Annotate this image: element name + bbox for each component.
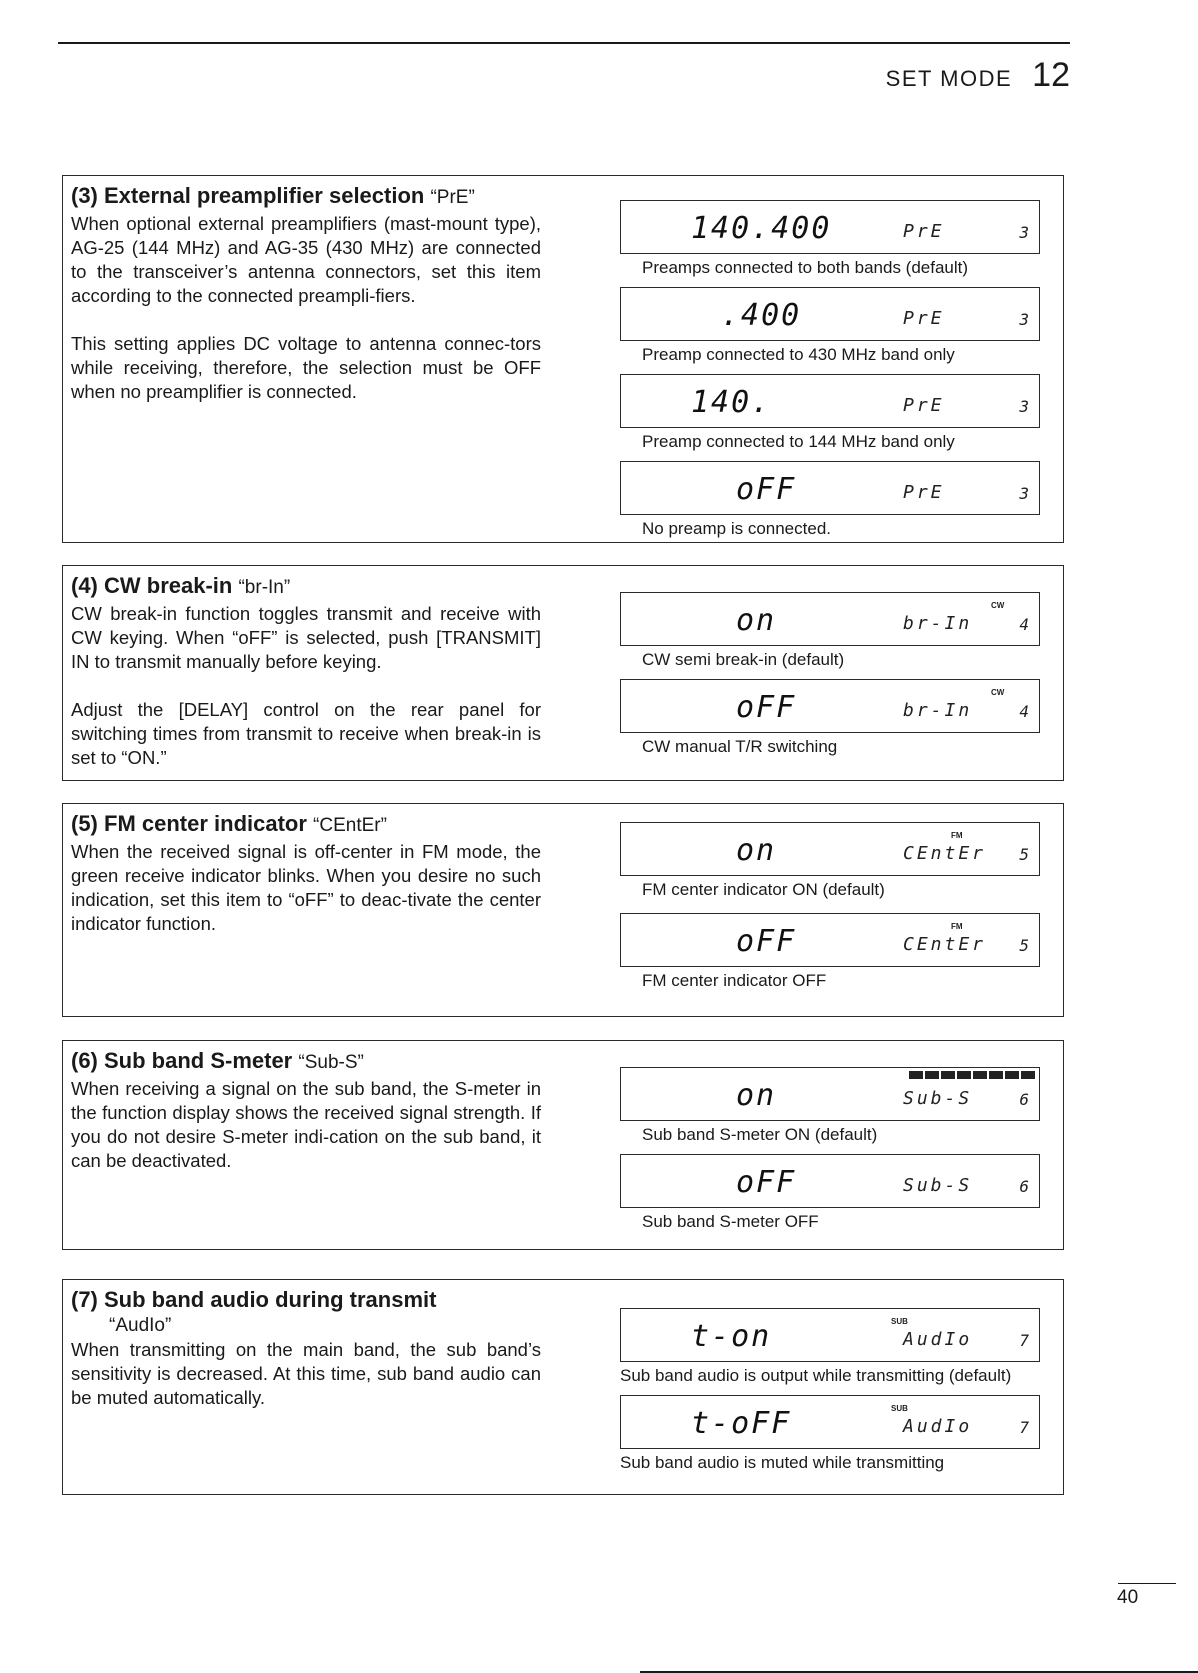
display-caption: Preamps connected to both bands (default)	[642, 258, 969, 277]
section-text	[71, 1047, 541, 1173]
display-group	[620, 1067, 1044, 1241]
section-sub-s-meter	[62, 1040, 1064, 1250]
display-caption: Sub band audio is muted while transmitting	[620, 1453, 945, 1472]
section-title	[71, 810, 541, 840]
title-text: (5) FM center indicator	[71, 811, 307, 836]
lcd-display	[620, 1154, 1040, 1208]
s-meter-segment	[957, 1071, 971, 1079]
section-text	[71, 810, 541, 936]
lcd-display	[620, 1308, 1040, 1362]
section-title	[71, 1047, 541, 1077]
section-preamp	[62, 175, 1064, 543]
lcd-value: oFF	[736, 1165, 797, 1200]
paragraph: When the received signal is off-center in FM mode, the green receive indicator blinks. When you desire no such indication, set this item to “oFF” to deac-tivate the center indicator function.	[71, 841, 541, 934]
lcd-item: AudIo	[903, 1416, 973, 1437]
cw-indicator: CW	[991, 601, 1005, 610]
lcd-item: PrE	[903, 395, 945, 416]
lcd-display	[620, 913, 1040, 967]
fm-indicator: FM	[951, 831, 963, 840]
section-title	[71, 1286, 541, 1314]
header-mode: SET MODE	[885, 66, 1013, 91]
paragraph: When transmitting on the main band, the sub band’s sensitivity is decreased. At this time, sub band audio can be muted automatically.	[71, 1339, 541, 1408]
lcd-number: 3	[1019, 397, 1029, 416]
lcd-item: Sub-S	[903, 1175, 973, 1196]
lcd-item: PrE	[903, 482, 945, 503]
lcd-number: 6	[1019, 1090, 1029, 1109]
title-tag: “br-In”	[238, 577, 291, 598]
lcd-item: PrE	[903, 308, 945, 329]
display-caption: CW manual T/R switching	[642, 737, 838, 756]
paragraph: This setting applies DC voltage to antenna connec-tors while receiving, therefore, the selection must be OFF when no preamplifier is connected.	[71, 333, 541, 402]
title-text: (4) CW break-in	[71, 573, 233, 598]
lcd-number: 3	[1019, 484, 1029, 503]
page-header	[886, 56, 1070, 95]
s-meter-segment	[1021, 1071, 1035, 1079]
s-meter-segment	[909, 1071, 923, 1079]
section-text	[71, 572, 541, 770]
section-title	[71, 572, 541, 602]
display-group	[620, 592, 1044, 766]
lcd-display	[620, 822, 1040, 876]
title-text: (3) External preamplifier selection	[71, 183, 425, 208]
s-meter-segment	[989, 1071, 1003, 1079]
display-caption: Preamp connected to 430 MHz band only	[642, 345, 955, 364]
sub-indicator: SUB	[891, 1317, 908, 1326]
fm-indicator: FM	[951, 922, 963, 931]
lcd-display	[620, 1067, 1040, 1121]
display-caption: CW semi break-in (default)	[642, 650, 845, 669]
title-tag: “PrE”	[430, 187, 475, 208]
lcd-value: on	[736, 833, 777, 868]
title-text: (7) Sub band audio during transmit	[71, 1287, 437, 1312]
lcd-item: br-In	[903, 700, 973, 721]
lcd-number: 5	[1019, 936, 1029, 955]
display-caption: Sub band audio is output while transmitting (default)	[620, 1366, 1012, 1385]
lcd-number: 4	[1019, 615, 1029, 634]
display-caption: Sub band S-meter OFF	[642, 1212, 819, 1231]
cw-indicator: CW	[991, 688, 1005, 697]
title-tag: “Sub-S”	[298, 1052, 364, 1073]
lcd-item: Sub-S	[903, 1088, 973, 1109]
lcd-display	[620, 200, 1040, 254]
s-meter-segment	[973, 1071, 987, 1079]
lcd-value: t-on	[691, 1319, 772, 1354]
lcd-number: 3	[1019, 223, 1029, 242]
lcd-display	[620, 679, 1040, 733]
display-caption: FM center indicator ON (default)	[642, 880, 885, 899]
lcd-value: oFF	[736, 690, 797, 725]
section-sub-audio	[62, 1279, 1064, 1495]
lcd-item: CEntEr	[903, 843, 987, 864]
lcd-number: 7	[1019, 1331, 1029, 1350]
section-text	[71, 182, 541, 404]
section-cw-break-in	[62, 565, 1064, 781]
lcd-value: on	[736, 1078, 777, 1113]
lcd-number: 4	[1019, 702, 1029, 721]
lcd-value: oFF	[736, 924, 797, 959]
lcd-item: CEntEr	[903, 934, 987, 955]
lcd-item: AudIo	[903, 1329, 973, 1350]
page-number: 40	[1117, 1587, 1139, 1608]
paragraph: CW break-in function toggles transmit and receive with CW keying. When “oFF” is selected, push [TRANSMIT] IN to transmit manually before keying.	[71, 603, 541, 672]
lcd-display	[620, 592, 1040, 646]
lcd-value: .400	[721, 298, 802, 333]
paragraph: When optional external preamplifiers (mast-mount type), AG-25 (144 MHz) and AG-35 (430 MHz) are connected to the transceiver’s antenna connectors, set this item according to the connected preampli-fiers.	[71, 213, 541, 306]
lcd-display	[620, 1395, 1040, 1449]
paragraph: Adjust the [DELAY] control on the rear panel for switching times from transmit to receive when break-in is set to “ON.”	[71, 699, 541, 768]
title-text: (6) Sub band S-meter	[71, 1048, 293, 1073]
lcd-value: 140.400	[691, 211, 832, 246]
page-number-rule	[1118, 1583, 1176, 1584]
paragraph: When receiving a signal on the sub band, the S-meter in the function display shows the received signal strength. If you do not desire S-meter indi-cation on the sub band, it can be deactivated.	[71, 1078, 541, 1171]
lcd-item: br-In	[903, 613, 973, 634]
title-tag: “AudIo”	[109, 1315, 172, 1336]
display-caption: Preamp connected to 144 MHz band only	[642, 432, 955, 451]
lcd-value: t-oFF	[691, 1406, 792, 1441]
display-caption: No preamp is connected.	[642, 519, 831, 538]
display-caption: FM center indicator OFF	[642, 971, 827, 990]
sub-indicator: SUB	[891, 1404, 908, 1413]
lcd-display	[620, 374, 1040, 428]
section-text	[71, 1286, 541, 1410]
title-tag: “CEntEr”	[313, 815, 387, 836]
section-fm-center	[62, 803, 1064, 1017]
s-meter-segment	[925, 1071, 939, 1079]
s-meter-segment	[1005, 1071, 1019, 1079]
s-meter-bar	[909, 1071, 1035, 1079]
lcd-number: 3	[1019, 310, 1029, 329]
display-group	[620, 200, 1044, 548]
header-chapter: 12	[1032, 56, 1070, 94]
lcd-number: 6	[1019, 1177, 1029, 1196]
lcd-value: on	[736, 603, 777, 638]
lcd-item: PrE	[903, 221, 945, 242]
display-group	[620, 1308, 1044, 1482]
lcd-display	[620, 287, 1040, 341]
lcd-value: 140.	[691, 385, 772, 420]
top-rule	[58, 42, 1070, 44]
display-caption: Sub band S-meter ON (default)	[642, 1125, 878, 1144]
lcd-display	[620, 461, 1040, 515]
lcd-number: 5	[1019, 845, 1029, 864]
lcd-number: 7	[1019, 1418, 1029, 1437]
s-meter-segment	[941, 1071, 955, 1079]
section-title	[71, 182, 541, 212]
lcd-value: oFF	[736, 472, 797, 507]
display-group	[620, 822, 1044, 1000]
